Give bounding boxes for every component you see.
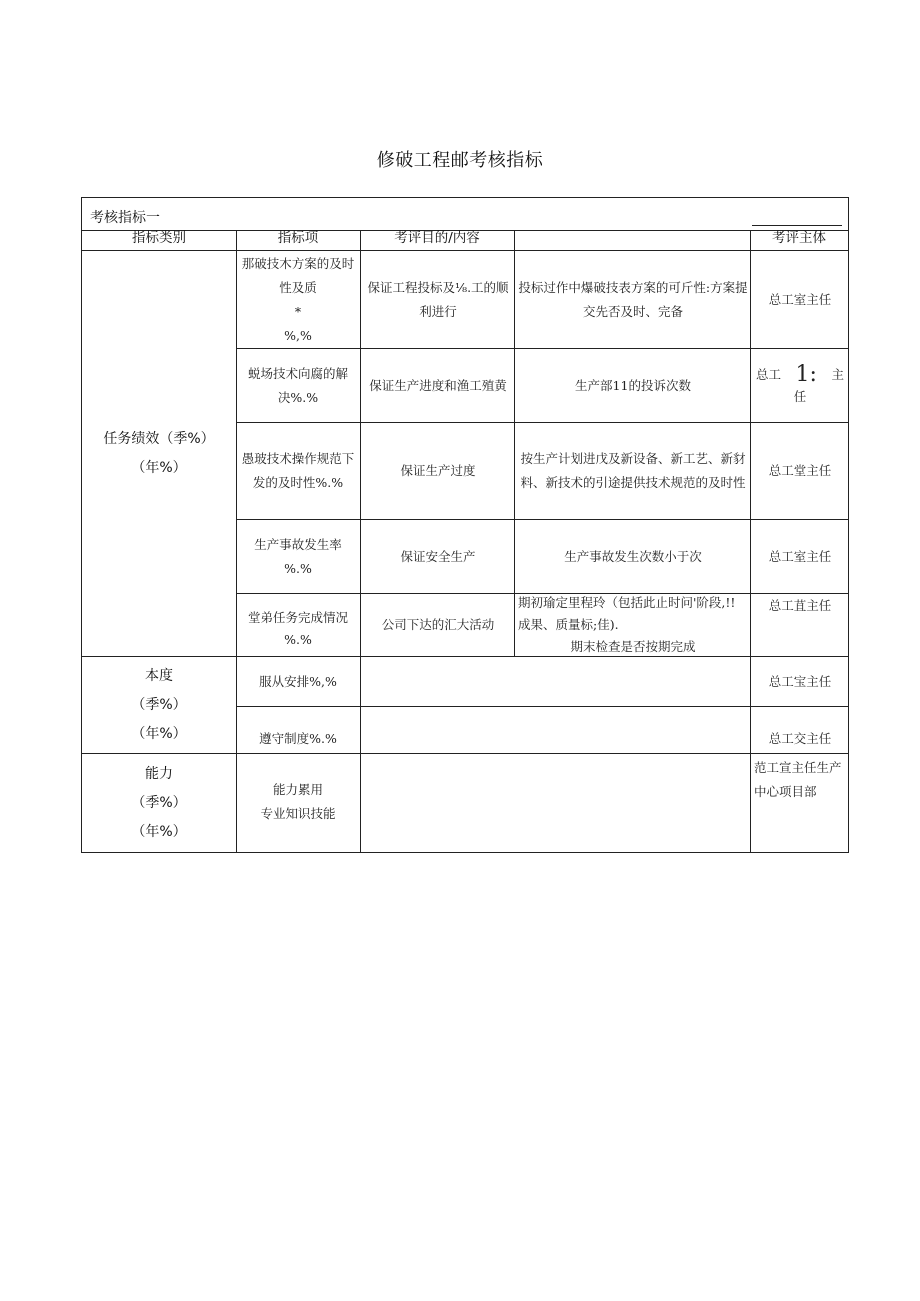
item-line: 专业知识技能 — [260, 806, 336, 821]
row-3-purpose: 保证生产过度 — [400, 463, 476, 478]
header-purpose: 考评目的/内容 — [394, 230, 480, 246]
item-line: 能力累用 — [272, 782, 323, 797]
page-title: 修破工程邮考核指标 — [376, 150, 544, 171]
row-3-item: 愚玻技术操作规范下发的及时性%.% — [241, 451, 355, 490]
rule — [514, 230, 515, 656]
rule — [750, 230, 751, 852]
category-year-weight: （年%） — [131, 823, 187, 840]
evaluator-part: 主 — [831, 366, 844, 382]
header-evaluator: 考评主体 — [772, 230, 826, 246]
row-6-evaluator: 总工宝主任 — [768, 673, 832, 689]
section-label: 考核指标一 — [90, 210, 160, 226]
category-year-weight: （年%） — [131, 725, 187, 742]
item-label: 那破技木方案的及时性及质 — [241, 255, 355, 295]
rule — [360, 230, 361, 852]
row-7-item: 遵守制度%.% — [259, 731, 337, 746]
item-weight: %,% — [284, 327, 312, 343]
row-1-evaluator: 总工室主任 — [768, 291, 832, 307]
item-label: 堂弟任务完成情况 — [247, 610, 348, 625]
row-3-evaluator: 总工堂主任 — [768, 463, 832, 478]
assessment-table — [81, 197, 849, 853]
row-1-item — [238, 251, 358, 348]
row-5-evaluator: 总工苴主任 — [768, 598, 832, 613]
category-season-weight: （季%） — [131, 696, 187, 713]
category-name: 任务绩效（季%） — [103, 430, 215, 447]
row-7-evaluator: 总工交主任 — [768, 731, 832, 746]
row-8-item — [238, 754, 358, 852]
evaluator-line — [756, 361, 844, 387]
row-2-item: 蜕场技术向腐的解决%.% — [247, 365, 348, 405]
category-year-weight: （年%） — [131, 459, 187, 476]
item-weight: %.% — [284, 632, 312, 647]
content-line: 期初瑜定里程玲（包括此止时问'阶段,!! 成果、质量标;佳). — [518, 595, 736, 632]
row-2-content: 生产部11的投诉次数 — [575, 377, 691, 393]
row-1-content: 投标过作中爆破技表方案的可斤性:方案提交先否及时、完备 — [518, 279, 748, 319]
category-attitude — [82, 657, 236, 753]
row-2-evaluator — [752, 349, 848, 422]
header-category: 指标类别 — [132, 230, 186, 246]
evaluator-part: 1: — [795, 361, 817, 387]
row-2-purpose: 保证生产进度和渔工殖黄 — [369, 377, 507, 393]
row-4-content: 生产事故发生次数小于次 — [564, 548, 702, 564]
header-content — [514, 231, 750, 250]
evaluator-part: 任 — [793, 388, 807, 404]
row-4-item — [238, 520, 358, 593]
content-line: 期末检查是否按期完成 — [570, 639, 696, 654]
row-4-evaluator: 总工室主任 — [768, 548, 832, 564]
row-5-purpose: 公司下达的汇大活动 — [381, 617, 495, 632]
row-4-purpose: 保证安全生产 — [400, 548, 476, 564]
category-performance — [82, 251, 236, 656]
category-name: 能力 — [145, 765, 173, 782]
category-name: 本度 — [145, 667, 173, 684]
rule — [236, 230, 237, 852]
row-1-purpose: 保证工程投标及⅛.工的顺利进行 — [367, 279, 509, 319]
header-item: 指标项 — [277, 230, 319, 246]
row-3-content: 按生产计划进戊及新设备、新工艺、新豺料、新技术的引途提供技术规范的及时性 — [520, 451, 746, 490]
row-5-item — [238, 594, 358, 656]
row-6-item: 服从安排%,% — [259, 673, 337, 689]
category-season-weight: （季%） — [131, 794, 187, 811]
row-8-evaluator: 范工宣主任生产中心项目部 — [754, 760, 842, 799]
item-label: 生产事故发生率 — [254, 536, 342, 552]
category-ability — [82, 754, 236, 852]
item-mark: * — [294, 303, 302, 319]
row-5-content — [516, 594, 750, 656]
evaluator-part: 总工 — [756, 366, 782, 382]
item-weight: %.% — [284, 560, 312, 576]
